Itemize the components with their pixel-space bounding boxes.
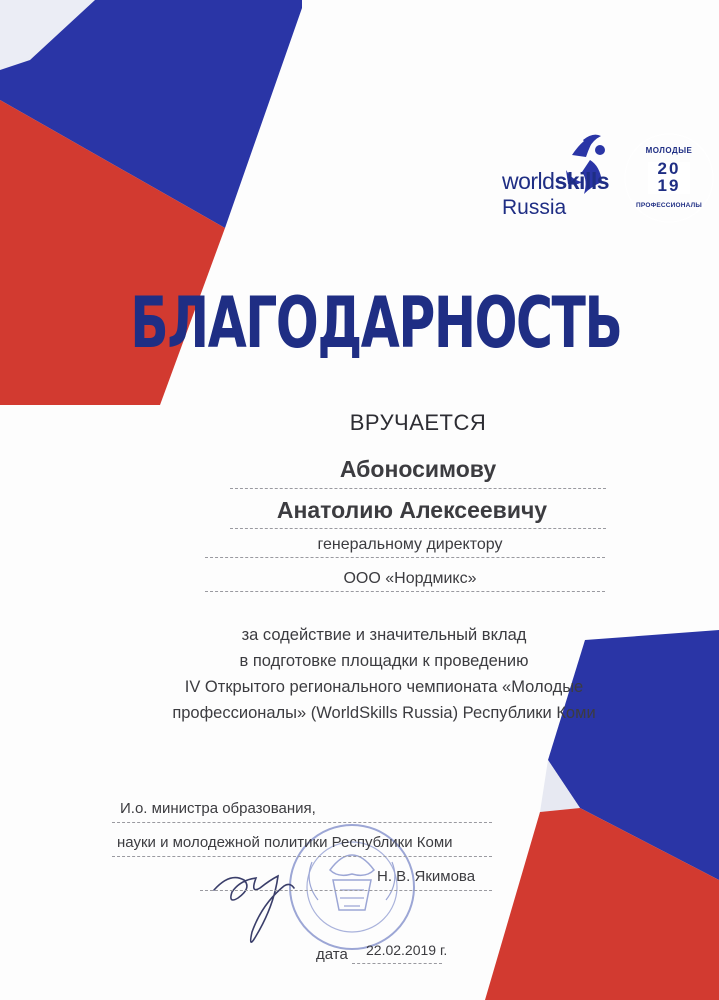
badge-year-bottom: 19 <box>657 176 681 195</box>
body-line-4: профессионалы» (WorldSkills Russia) Республики Коми <box>172 704 596 722</box>
date-underline <box>352 963 442 964</box>
signer-position-underline1 <box>112 822 492 823</box>
badge-text-group <box>631 142 707 218</box>
recipient-company: ООО «Нордмикс» <box>343 570 477 587</box>
signer-position-underline2 <box>112 856 492 857</box>
worldskills-region: Russia <box>502 196 567 219</box>
worldskills-prefix: world <box>502 168 555 194</box>
body-line-2: в подготовке площадки к проведению <box>239 652 529 670</box>
worldskills-logo <box>502 168 609 195</box>
handwritten-signature <box>214 876 294 942</box>
date-value: 22.02.2019 г. <box>366 942 448 958</box>
worldskills-main: skills <box>554 168 610 194</box>
name-underline <box>230 528 606 529</box>
badge-top-text: МОЛОДЫЕ <box>645 146 693 155</box>
body-line-1: за содействие и значительный вклад <box>241 626 527 644</box>
certificate-title: БЛАГОДАРНОСТЬ <box>130 282 622 364</box>
date-label: дата <box>316 946 348 963</box>
signer-position-line1: И.о. министра образования, <box>120 800 316 817</box>
recipient-position: генеральному директору <box>317 536 503 553</box>
certificate-subtitle: ВРУЧАЕТСЯ <box>349 410 487 435</box>
body-line-3: IV Открытого регионального чемпионата «Молодые <box>184 678 584 696</box>
surname-underline <box>230 488 606 489</box>
position-underline <box>205 557 605 558</box>
badge-bottom-text: ПРОФЕССИОНАЛЫ <box>636 202 702 209</box>
certificate-body <box>108 622 660 726</box>
company-underline <box>205 591 605 592</box>
signer-name: Н. В. Якимова <box>377 868 476 885</box>
recipient-name: Анатолию Алексеевичу <box>276 497 548 523</box>
signer-position-line2: науки и молодежной политики Республики Коми <box>117 834 453 851</box>
signer-underline <box>200 890 492 891</box>
recipient-surname: Абоносимову <box>339 456 497 482</box>
badge-year-top: 20 <box>657 159 681 178</box>
